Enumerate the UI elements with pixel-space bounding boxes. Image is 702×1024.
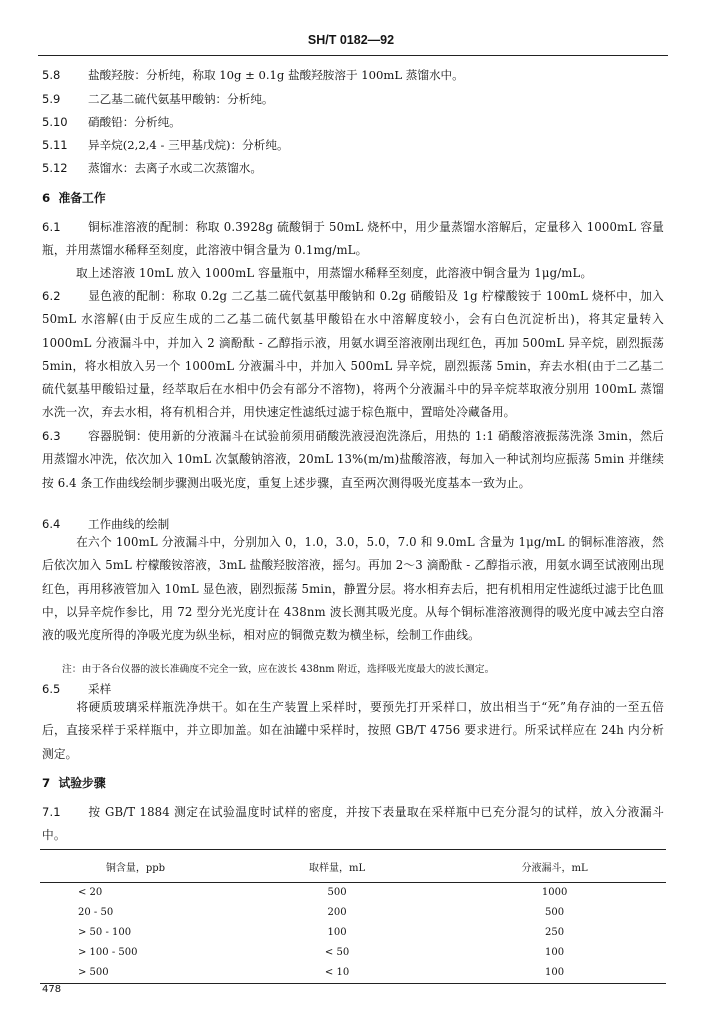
header-funnel-size: 分液漏斗，mL (443, 850, 666, 883)
item-5-9: 5.9 二乙基二硫代氨基甲酸钠：分析纯。 (42, 92, 274, 106)
section-6-heading: 6 准备工作 (42, 191, 106, 205)
para-6-1b: 取上述溶液 10mL 放入 1000mL 容量瓶中，用蒸馏水稀释至刻度，此溶液中铜含量为 1μg/mL。 (76, 266, 593, 280)
table-row: > 50 - 100 100 250 (78, 927, 565, 938)
table-row: > 100 - 500 < 50 100 (78, 947, 565, 958)
table-header-row (40, 850, 666, 883)
item-5-11: 5.11 异辛烷(2,2,4 - 三甲基戊烷)：分析纯。 (42, 138, 289, 152)
header-rule (38, 55, 668, 56)
para-6-1: 6.1 铜标准溶液的配制：称取 0.3928g 硫酸铜于 50mL 烧杯中，用少量蒸馏水溶解后，定量移入 1000mL 容量瓶，并用蒸馏水稀释至刻度，此溶液中铜含量为 0.1mg/mL。 (42, 220, 664, 258)
header-copper-content: 铜含量，ppb (40, 850, 231, 883)
page-header: SH/T 0182—92 (307, 33, 395, 47)
para-6-4: 在六个 100mL 分液漏斗中，分别加入 0，1.0，3.0，5.0，7.0 和 9.0mL 含量为 1μg/mL 的铜标准溶液，然后依次加入 5mL 柠檬酸铵溶液，3mL 盐酸羟胺溶液，摇匀。再加 2～3 滴酚酞 - 乙醇指示液，用氨水调至试液刚出现红色，再用移液管加入 10mL 显色液，剧烈振荡 5min，静置分层。将水相弃去后，把有机相用定性滤纸过滤于比色皿中，以异辛烷作参比，用 72 型分光光度计在 438nm 波长测其吸光度。从每个铜标准溶液测得的吸光度中减去空白溶液的吸光度所得的净吸光度为纵坐标，相对应的铜微克数为横坐标，绘制工作曲线。 (42, 535, 664, 643)
para-6-2: 6.2 显色液的配制：称取 0.2g 二乙基二硫代氨基甲酸钠和 0.2g 硝酸铅及 1g 柠檬酸铵于 100mL 烧杯中，加入 50mL 水溶解(由于反应生成的二乙基二硫代氨基甲酸铅在水中溶解度较小，会有白色沉淀析出)，将其定量转入 1000mL 分液漏斗中，并加入 2 滴酚酞 - 乙醇指示液，用氨水调至溶液刚出现红色，再加 500mL 异辛烷，剧烈振荡 5min，将水相放入另一个 1000mL 分液漏斗中，并加入 500mL 异辛烷，剧烈振荡 5min，弃去水相(由于二乙基二硫代氨基甲酸铅过量，经萃取后在水相中仍会有部分不溶物)，将两个分液漏斗中的异辛烷萃取液分别用 100mL 蒸馏水洗一次，弃去水相，将有机相合并，用快速定性滤纸过滤于棕色瓶中，置暗处冷藏备用。 (42, 289, 664, 420)
para-7-1: 7.1 按 GB/T 1884 测定在试验温度时试样的密度，并按下表量取在采样瓶中已充分混匀的试样，放入分液漏斗中。 (42, 805, 664, 843)
page-number: 478 (42, 984, 62, 995)
item-5-10: 5.10 硝酸铅：分析纯。 (42, 115, 181, 129)
table-row: > 500 < 10 100 (40, 963, 666, 984)
para-6-3: 6.3 容器脱铜：使用新的分液漏斗在试验前须用硝酸洗液浸泡洗涤后，用热的 1:1 硝酸溶液振荡洗涤 3min，然后用蒸馏水冲洗，依次加入 10mL 次氯酸钠溶液，20mL 13%(m/m)盐酸溶液，每加入一种试剂均应振荡 5min 并继续按 6.4 条工作曲线绘制步骤测出吸光度，重复上述步骤，直至两次测得吸光度基本一致为止。 (42, 429, 664, 490)
sample-volume-table (40, 849, 666, 984)
table-row: < 20 500 1000 (78, 887, 568, 898)
item-5-12: 5.12 蒸馏水：去离子水或二次蒸馏水。 (42, 161, 262, 175)
table-row: 20 - 50 200 500 (78, 907, 565, 918)
item-5-8: 5.8 盐酸羟胺：分析纯，称取 10g ± 0.1g 盐酸羟胺溶于 100mL 蒸馏水中。 (42, 68, 464, 82)
header-sample-volume: 取样量，mL (231, 850, 443, 883)
section-6-5-heading: 6.5 采样 (42, 682, 112, 696)
section-7-heading: 7 试验步骤 (42, 776, 106, 790)
note: 注：由于各台仪器的波长准确度不完全一致，应在波长 438nm 附近，选择吸光度最大的波长测定。 (62, 664, 495, 675)
para-6-5: 将硬质玻璃采样瓶洗净烘干。如在生产装置上采样时，要预先打开采样口，放出相当于“死”角存油的一至五倍后，直接采样于采样瓶中，并立即加盖。如在油罐中采样时，按照 GB/T 4756 要求进行。所采试样应在 24h 内分析测定。 (42, 700, 664, 761)
section-6-4-heading: 6.4 工作曲线的绘制 (42, 517, 170, 531)
